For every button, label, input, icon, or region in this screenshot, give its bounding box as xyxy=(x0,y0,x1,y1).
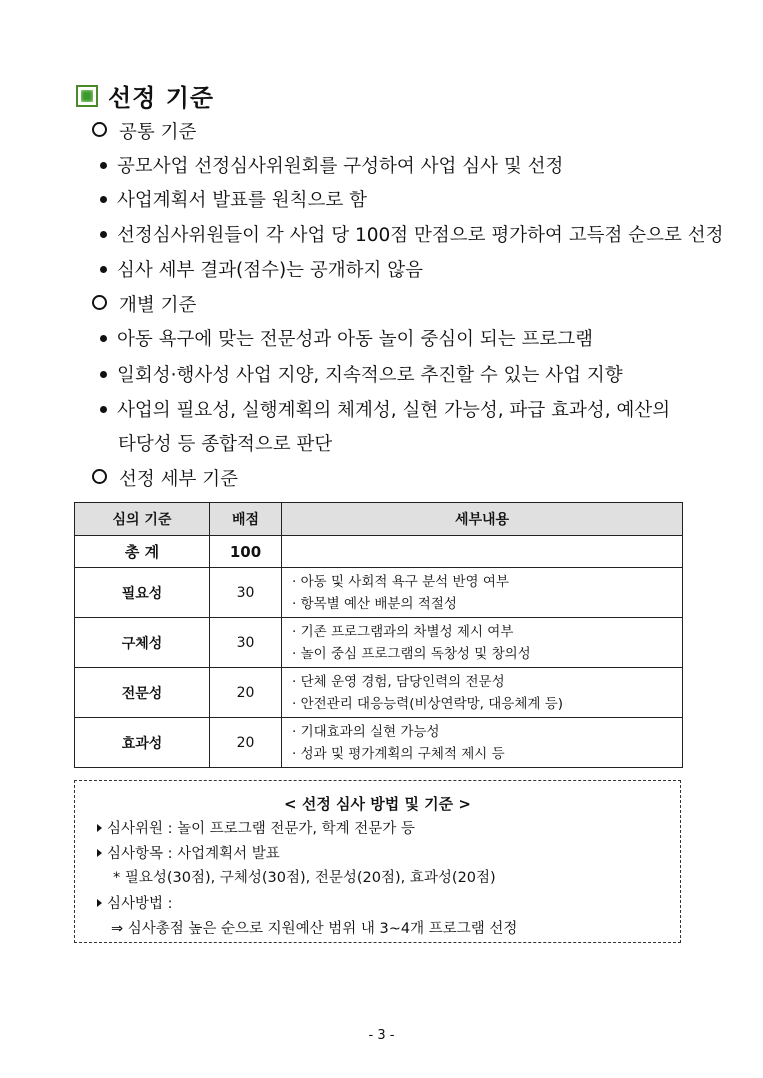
table-row xyxy=(75,668,683,718)
dot-bullet-icon xyxy=(100,371,107,378)
method-items-detail: * 필요성(30점), 구체성(30점), 전문성(20점), 효과성(20점) xyxy=(113,870,496,886)
selection-method-box xyxy=(74,780,681,943)
individual-criteria-title: 개별 기준 xyxy=(92,291,196,317)
list-item: 아동 욕구에 맞는 전문성과 아동 놀이 중심이 되는 프로그램 xyxy=(100,325,593,351)
detail-cell: · 기존 프로그램과의 차별성 제시 여부 · 놀이 중심 프로그램의 독창성 및 창의성 xyxy=(282,618,683,668)
method-title: < 선정 심사 방법 및 기준 > xyxy=(284,795,471,813)
dot-bullet-icon xyxy=(100,196,107,203)
method-items: 심사항목 : 사업계획서 발표 xyxy=(97,842,280,863)
square-bullet-icon xyxy=(76,85,98,107)
table-total-row xyxy=(75,536,683,568)
section-title: 선정 기준 xyxy=(108,84,215,112)
method-approach-detail: ⇒ 심사총점 높은 순으로 지원예산 범위 내 3~4개 프로그램 선정 xyxy=(111,921,518,937)
column-header: 심의 기준 xyxy=(75,503,210,536)
triangle-bullet-icon xyxy=(97,849,102,857)
column-header: 세부내용 xyxy=(282,503,683,536)
table-header-row xyxy=(75,503,683,536)
dot-bullet-icon xyxy=(100,406,107,413)
score-cell: 30 xyxy=(210,568,282,618)
detail-cell: · 단체 운영 경험, 담당인력의 전문성 · 안전관리 대응능력(비상연락망, 대응체계 등) xyxy=(282,668,683,718)
list-item: 사업계획서 발표를 원칙으로 함 xyxy=(100,186,367,212)
page-number: - 3 - xyxy=(368,1028,395,1043)
common-criteria-title: 공통 기준 xyxy=(92,118,196,144)
criterion-cell: 전문성 xyxy=(75,668,210,718)
list-item: 선정심사위원들이 각 사업 당 100점 만점으로 평가하여 고득점 순으로 선정 xyxy=(100,221,724,247)
dot-bullet-icon xyxy=(100,335,107,342)
total-score: 100 xyxy=(210,536,282,568)
total-detail xyxy=(282,536,683,568)
column-header: 배점 xyxy=(210,503,282,536)
table-row xyxy=(75,568,683,618)
list-item: 사업의 필요성, 실행계획의 체계성, 실현 가능성, 파급 효과성, 예산의 xyxy=(100,396,670,422)
method-judges: 심사위원 : 놀이 프로그램 전문가, 학계 전문가 등 xyxy=(97,817,415,838)
table-row xyxy=(75,718,683,768)
dot-bullet-icon xyxy=(100,231,107,238)
score-cell: 20 xyxy=(210,668,282,718)
triangle-bullet-icon xyxy=(97,824,102,832)
list-item: 일회성·행사성 사업 지양, 지속적으로 추진할 수 있는 사업 지향 xyxy=(100,361,623,387)
criterion-cell: 구체성 xyxy=(75,618,210,668)
list-item: 심사 세부 결과(점수)는 공개하지 않음 xyxy=(100,256,423,282)
total-label: 총 계 xyxy=(75,536,210,568)
detail-criteria-title: 선정 세부 기준 xyxy=(92,465,238,491)
detail-cell: · 아동 및 사회적 욕구 분석 반영 여부 · 항목별 예산 배분의 적절성 xyxy=(282,568,683,618)
detail-cell: · 기대효과의 실현 가능성 · 성과 및 평가계획의 구체적 제시 등 xyxy=(282,718,683,768)
criterion-cell: 필요성 xyxy=(75,568,210,618)
dot-bullet-icon xyxy=(100,162,107,169)
section-heading xyxy=(76,78,214,113)
list-item: 공모사업 선정심사위원회를 구성하여 사업 심사 및 선정 xyxy=(100,152,563,178)
criterion-cell: 효과성 xyxy=(75,718,210,768)
criteria-table xyxy=(74,502,683,768)
table-row xyxy=(75,618,683,668)
score-cell: 20 xyxy=(210,718,282,768)
list-item-continuation: 타당성 등 종합적으로 판단 xyxy=(118,434,333,455)
dot-bullet-icon xyxy=(100,266,107,273)
circle-bullet-icon xyxy=(92,122,107,137)
circle-bullet-icon xyxy=(92,295,107,310)
score-cell: 30 xyxy=(210,618,282,668)
triangle-bullet-icon xyxy=(97,899,102,907)
method-approach: 심사방법 : xyxy=(97,892,173,913)
circle-bullet-icon xyxy=(92,469,107,484)
